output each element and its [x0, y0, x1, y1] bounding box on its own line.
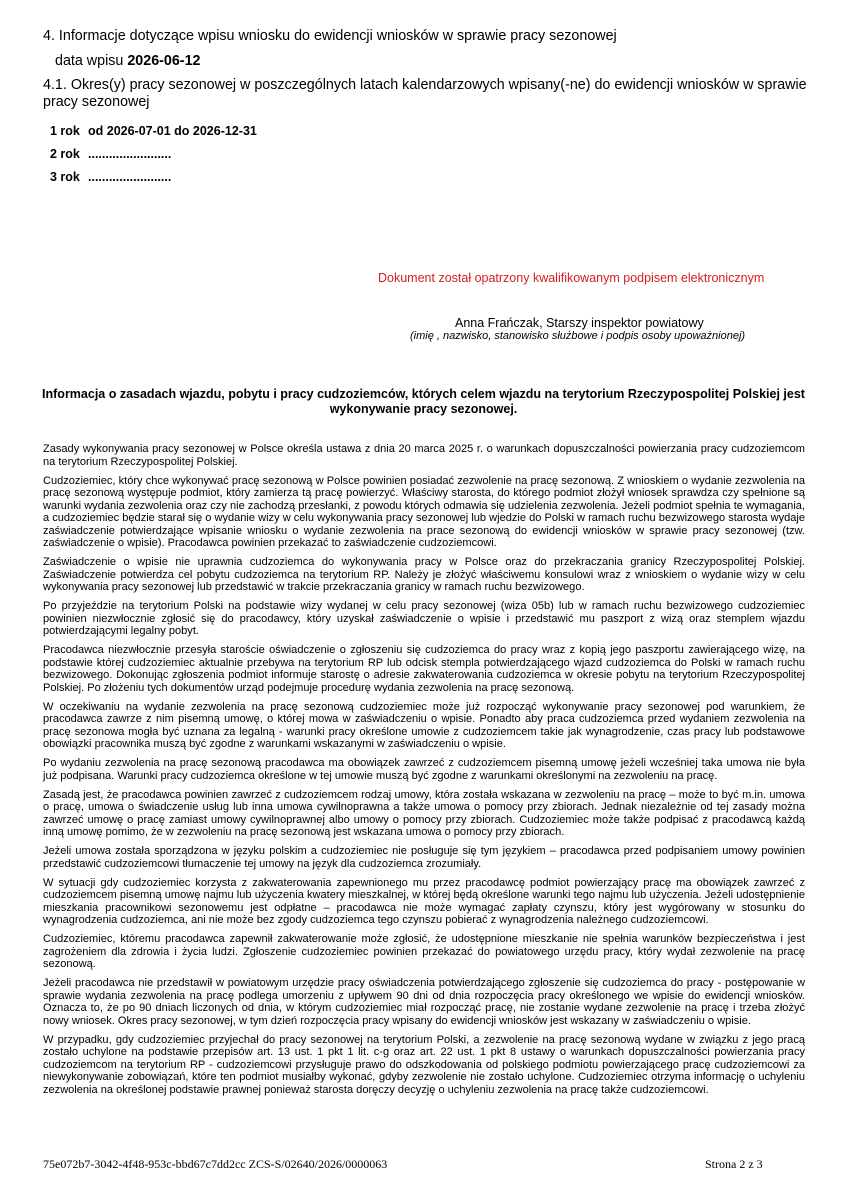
e-signature-notice: Dokument został opatrzony kwalifikowanym podpisem elektronicznym [378, 271, 765, 285]
info-paragraph: Po przyjeździe na terytorium Polski na podstawie wizy wydanej w celu pracy sezonowej (wiza 05b) lub w ramach ruchu bezwizowego cudzoziemiec powinien niezwłocznie zgłosić się do pracodawcy, który uzyskał zaświadczenie o wpisie i przedstawić mu paszport z wizą oraz stemplem wjazdu potwierdzającymi legalny pobyt. [43, 600, 805, 637]
info-paragraph: Zasadą jest, że pracodawca powinien zawrzeć z cudzoziemcem rodzaj umowy, która została wskazana w zezwoleniu na pracę – może to być m.in. umowa o pracę, umowa o świadczenie usług lub inna umowa cywilnoprawna a także umowa o pomocy przy zbiorach. Jednak niezależnie od tej zasady można zawrzeć umowę o pracę zamiast umowy cywilnoprawnej albo umowy o pomocy przy zbiorach. Cudzoziemiec może także podpisać z pracodawcą każdą inną umowę pomimo, że w zezwoleniu na pracę sezonową jest wskazana umowa o pomocy przy zbiorach. [43, 788, 805, 838]
info-paragraph: Cudzoziemiec, który chce wykonywać pracę sezonową w Polsce powinien posiadać zezwolenie na pracę sezonową. Z wnioskiem o wydanie zezwolenia na pracę sezonową występuje podmiot, który zamierza tą pracę powierzyć. Właściwy starosta, do którego podmiot złożył wniosek sprawdza czy spełnione są warunki wydania zezwolenia oraz czy nie zachodzą przesłanki, z powodu których odmawia się udzielenia zezwolenia. Jeżeli podmiot spełnia te wymagania, a cudzoziemiec będzie starał się o wydanie wizy w celu wykonywania pracy sezonowej lub wjedzie do Polski w ramach ruchu bezwizowego starosta wydaje zaświadczenie potwierdzające wpisanie wniosku o wydanie zezwolenia na prace sezonową do ewidencji wniosków w sprawie pracy sezonowej (tzw. zaświadczenie o wpisie). Pracodawca powinien przekazać to zaświadczenie cudzoziemcowi. [43, 474, 805, 549]
period-value: ........................ [88, 170, 172, 184]
info-paragraph: W sytuacji gdy cudzoziemiec korzysta z zakwaterowania zapewnionego mu przez pracodawcę podmiot powierzający pracę ma obowiązek zawrzeć z cudzoziemcem pisemną umowę najmu lub użyczenia kwatery mieszkalnej, w której będą określone warunki tego najmu lub użyczenia. Jeżeli udostępnienie mieszkania pracownikowi sezonowemu jest odpłatne – pracodawca nie może wymagać zapłaty czynszu, który jest wygórowany w stosunku do wynagrodzenia cudzoziemca, ani nie może bez zgody cudzoziemca tego czynszu pobierać z wynagrodzenia należnego cudzoziemcowi. [43, 876, 805, 926]
period-row-2 [50, 147, 171, 161]
period-value: od 2026-07-01 do 2026-12-31 [88, 124, 257, 138]
period-row-3 [50, 170, 171, 184]
signatory-name: Anna Frańczak, Starszy inspektor powiatowy [455, 316, 704, 330]
entry-date [55, 53, 200, 69]
section-4-1-heading: 4.1. Okres(y) pracy sezonowej w poszczególnych latach kalendarzowych wpisany(-ne) do ewidencji wniosków w sprawie pracy sezonowej [43, 77, 807, 110]
entry-date-label: data wpisu [55, 53, 124, 69]
period-year: 1 rok [50, 124, 80, 138]
period-year: 2 rok [50, 147, 80, 161]
info-paragraph: Pracodawca niezwłocznie przesyła staroście oświadczenie o zgłoszeniu się cudzoziemca do pracy wraz z kopią jego paszportu zawierającego wizę, na podstawie której cudzoziemiec aktualnie przebywa na terytorium RP lub odcisk stempla potwierdzającego wjazd cudzoziemca do Polski w ramach ruchu bezwizowego. Dokonując zgłoszenia podmiot informuje starostę o adresie zakwaterowania cudzoziemca w okresie pobytu na terytorium Rzeczypospolitej Polskiej. Po złożeniu tych dokumentów urząd podejmuje procedurę wydania zezwolenia na pracę sezonową. [43, 644, 805, 694]
signatory-note: (imię , nazwisko, stanowisko służbowe i podpis osoby upoważnionej) [410, 330, 746, 342]
info-paragraph: W przypadku, gdy cudzoziemiec przyjechał do pracy sezonowej na terytorium Polski, a zezwolenie na pracę sezonową wydane w związku z jego pracą zostało uchylone na podstawie przepisów art. 13 ust. 1 pkt 1 lit. c-g oraz art. 22 ust. 1 pkt 8 ustawy o warunkach dopuszczalności powierzania pracy cudzoziemcom na terytorium RP - cudzoziemcowi przysługuje prawo do odszkodowania od polskiego podmiotu powierzającego pracę cudzoziemcowi za niewykonywanie zobowiązań, które ten podmiot musiałby wykonać, gdyby zezwolenie nie zostało uchylone. Cudzoziemiec otrzyma informację o uchyleniu zezwolenia na określonej podstawie prawnej ponieważ starosta doręczy decyzję o uchyleniu zezwolenia na pracę także cudzoziemcowi. [43, 1033, 805, 1096]
footer-page-number: Strona 2 z 3 [705, 1157, 763, 1171]
info-paragraph: Jeżeli pracodawca nie przedstawił w powiatowym urzędzie pracy oświadczenia potwierdzającego zgłoszenie się cudzoziemca do pracy - postępowanie w sprawie wydania zezwolenia na pracę podlega umorzeniu z upływem 90 dni od dnia rozpoczęcia pracy określonego we wpisie do ewidencji wniosków. Oznacza to, że po 90 dniach liczonych od dnia, w którym cudzoziemiec miał rozpocząć pracę, nie zostanie wydane zezwolenie na pracę i trzeba złożyć nowy wniosek. Okres pracy sezonowej, w tym dzień rozpoczęcia pracy wpisany do ewidencji wniosków jest wskazany w zaświadczeniu o wpisie. [43, 977, 805, 1027]
entry-date-value: 2026-06-12 [127, 53, 201, 69]
period-value: ........................ [88, 147, 172, 161]
info-paragraph: Jeżeli umowa została sporządzona w języku polskim a cudzoziemiec nie posługuje się tym językiem – pracodawca przed podpisaniem umowy powinien przedstawić cudzoziemcowi tłumaczenie tej umowy na język dla cudzoziemca zrozumiały. [43, 845, 805, 870]
info-paragraph: Zaświadczenie o wpisie nie uprawnia cudzoziemca do wykonywania pracy w Polsce oraz do przekraczania granicy Rzeczypospolitej Polskiej. Zaświadczenie potwierdza cel pobytu cudzoziemca na terytorium RP. Należy je złożyć właściwemu konsulowi wraz z wnioskiem o wydanie wizy w celu wykonywania pracy sezonowej lub przedstawić w trakcie przekraczania granicy w ramach ruchu bezwizowego. [43, 556, 805, 593]
info-paragraph: W oczekiwaniu na wydanie zezwolenia na pracę sezonową cudzoziemiec może już rozpocząć wykonywanie pracy sezonowej pod warunkiem, że pracodawca zawrze z nim pisemną umowę, o której mowa w zaświadczeniu o wpisie. Ponadto aby praca cudzoziemca przed wydaniem zezwolenia na pracę sezonowa mogła być uznana za legalną - warunki pracy określone umowie z cudzoziemcem takie jak wynagrodzenie, czas pracy lub podstawowe obowiązki pracownika muszą być zgodne z warunkami wskazanymi w zaświadczeniu o wpisie. [43, 700, 805, 750]
info-paragraph: Po wydaniu zezwolenia na pracę sezonową pracodawca ma obowiązek zawrzeć z cudzoziemcem pisemną umowę jeżeli wcześniej taka umowa nie była już podpisana. Warunki pracy cudzoziemca określone w tej umowie muszą być zgodne z warunkami określonymi na zezwoleniu na pracę. [43, 757, 805, 782]
info-paragraph: Zasady wykonywania pracy sezonowej w Polsce określa ustawa z dnia 20 marca 2025 r. o warunkach dopuszczalności powierzania pracy cudzoziemcom na terytorium Rzeczypospolitej Polskiej. [43, 443, 805, 468]
section-4-heading: 4. Informacje dotyczące wpisu wniosku do ewidencji wniosków w sprawie pracy sezonowej [43, 28, 617, 44]
footer-document-id: 75e072b7-3042-4f48-953c-bbd67c7dd2cc ZCS-S/02640/2026/0000063 [43, 1157, 388, 1171]
info-title: Informacja o zasadach wjazdu, pobytu i pracy cudzoziemców, których celem wjazdu na terytorium Rzeczypospolitej Polskiej jest wykonywanie pracy sezonowej. [42, 387, 805, 416]
info-body [43, 443, 805, 1103]
period-year: 3 rok [50, 170, 80, 184]
info-paragraph: Cudzoziemiec, któremu pracodawca zapewnił zakwaterowanie może zgłosić, że udostępnione mieszkanie nie spełnia warunków bezpieczeństwa i jest zagrożeniem dla zdrowia i życia ludzi. Zgłoszenie cudzoziemiec powinien przekazać do powiatowego urzędu pracy, który wydał zezwolenie na pracę sezonową. [43, 933, 805, 970]
period-row-1 [50, 124, 257, 138]
